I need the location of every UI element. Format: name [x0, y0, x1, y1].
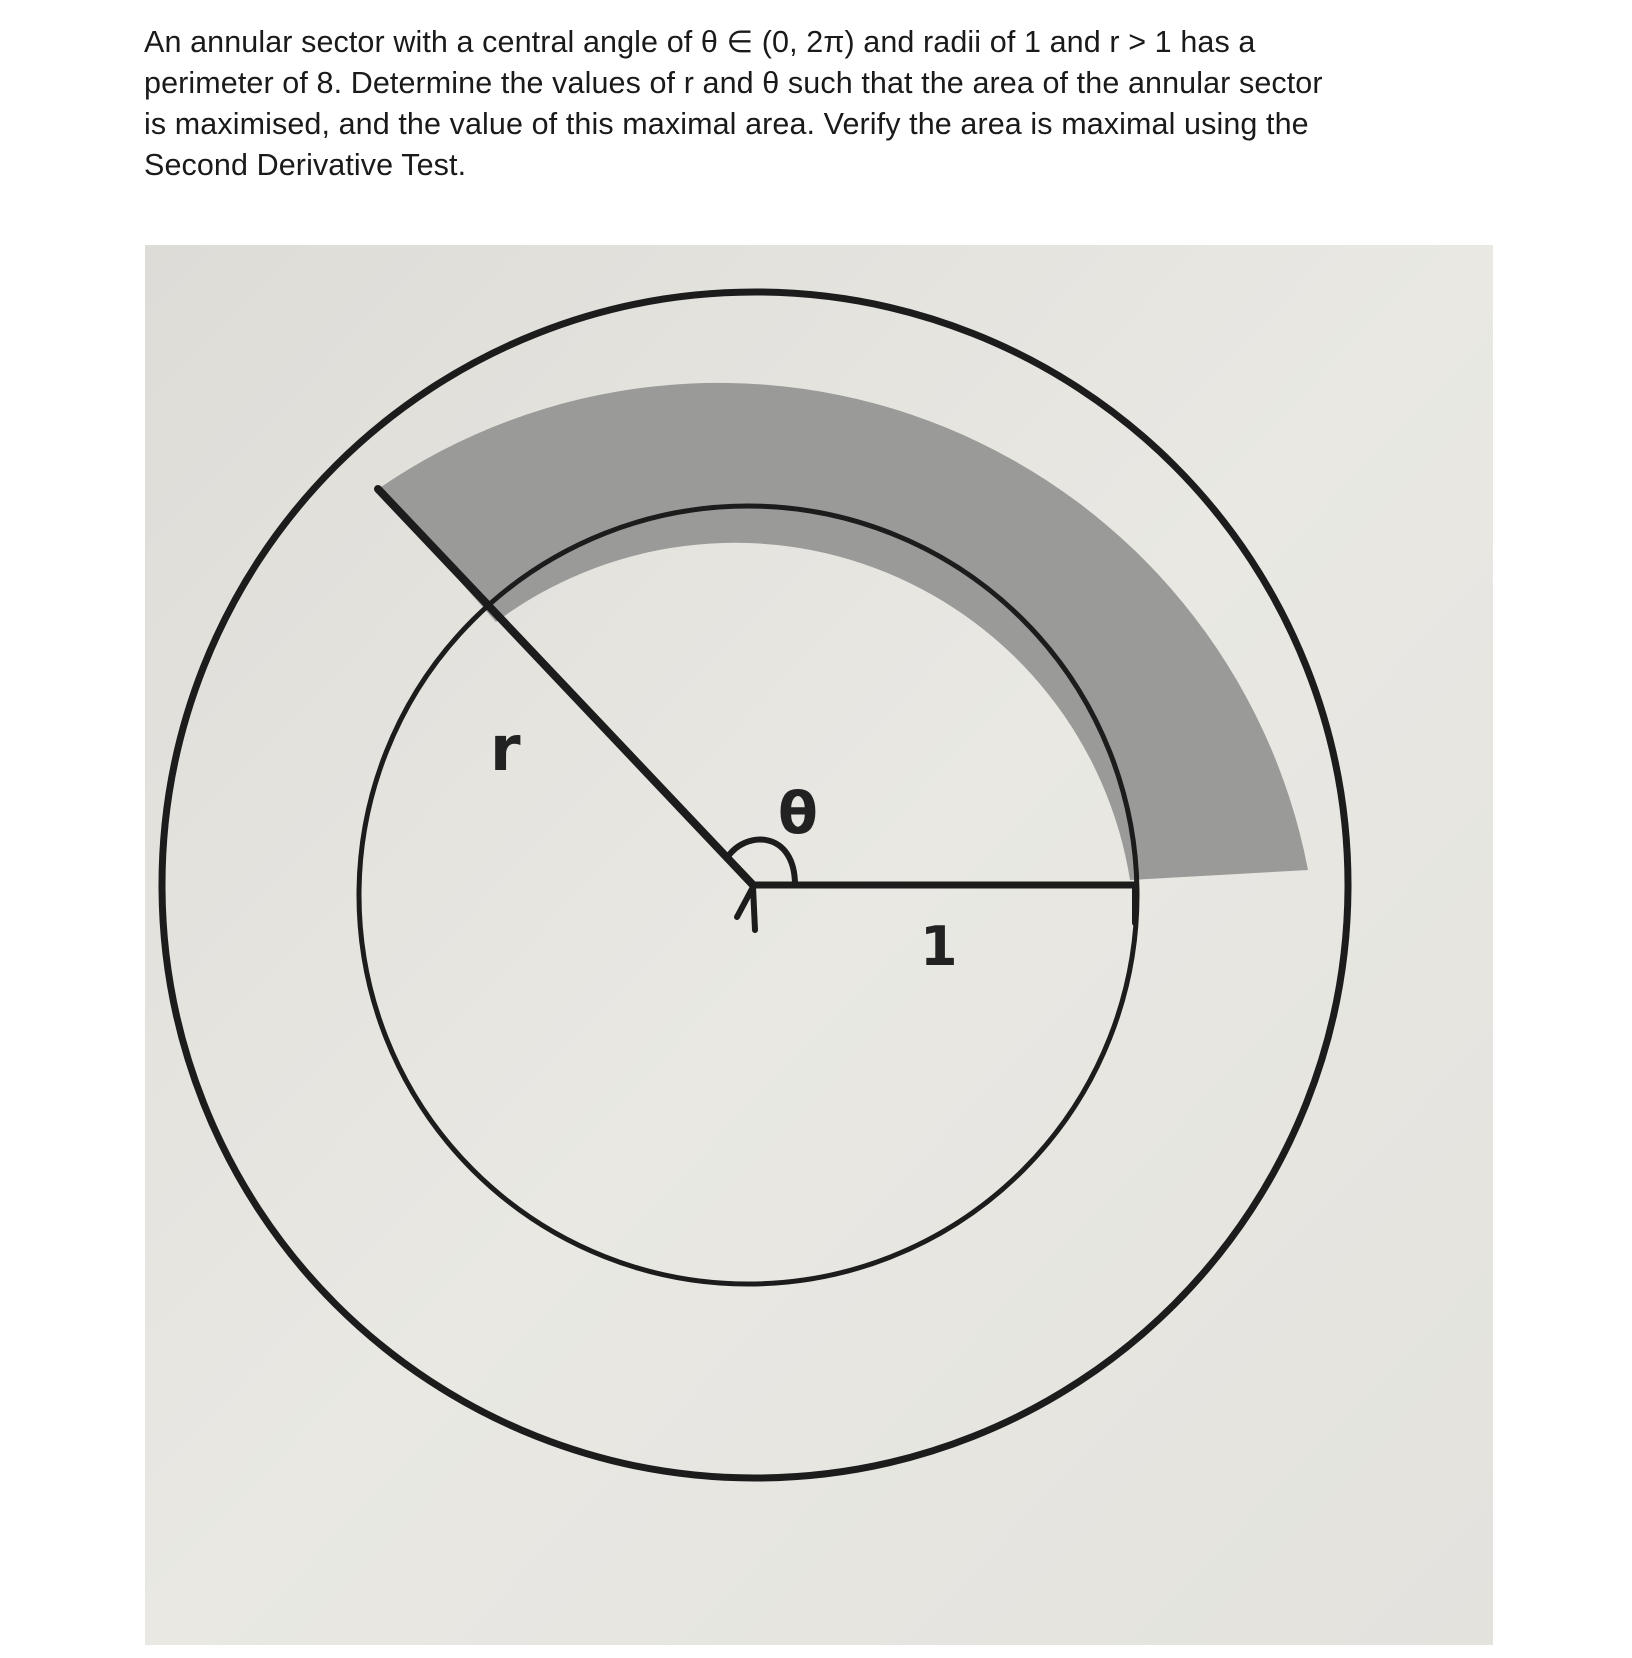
annular-sector-figure	[145, 245, 1493, 1645]
label-r: r	[490, 712, 521, 785]
label-1: 1	[920, 915, 958, 978]
problem-line: perimeter of 8. Determine the values of r and θ such that the area of the annular sector	[144, 66, 1323, 100]
problem-line: Second Derivative Test.	[144, 148, 467, 182]
problem-statement	[144, 22, 1514, 186]
problem-line: An annular sector with a central angle of θ ∈ (0, 2π) and radii of 1 and r > 1 has a	[144, 25, 1256, 59]
label-theta: θ	[778, 779, 818, 847]
figure-svg	[145, 245, 1493, 1645]
problem-line: is maximised, and the value of this maximal area. Verify the area is maximal using the	[144, 107, 1309, 141]
